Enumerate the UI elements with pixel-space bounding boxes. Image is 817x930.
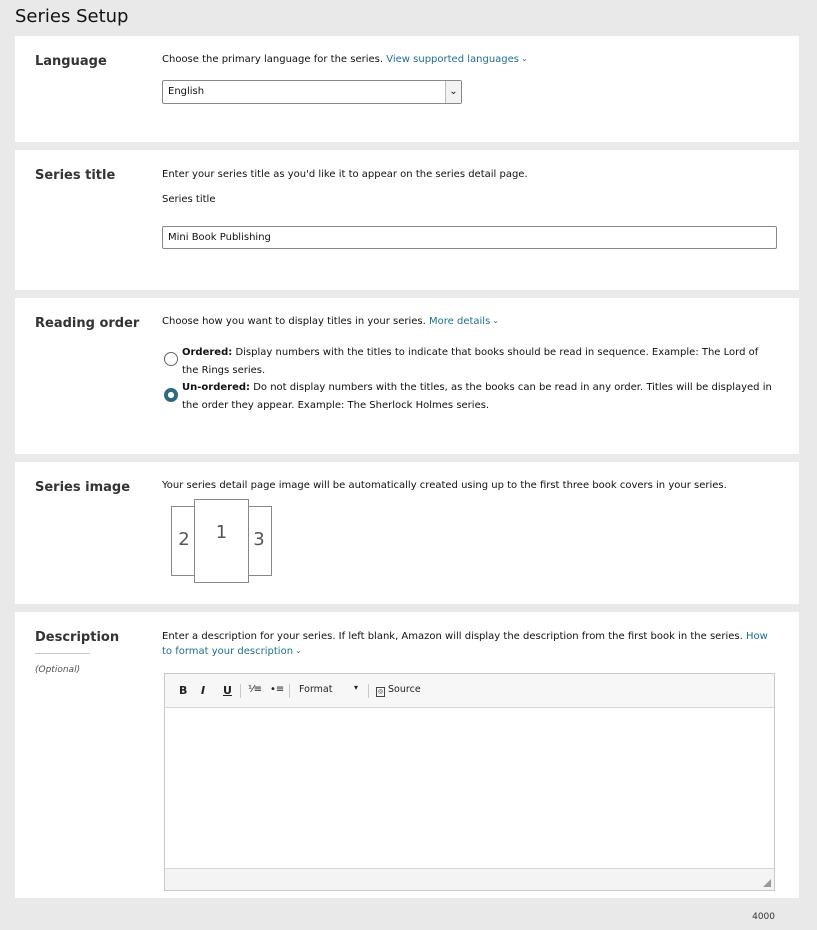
series-title-input[interactable] bbox=[162, 226, 777, 249]
reading-order-option-unordered[interactable] bbox=[162, 379, 777, 415]
series-image-body bbox=[162, 479, 777, 597]
series-title-label: Series title bbox=[35, 168, 116, 183]
description-label: Description bbox=[35, 630, 120, 645]
editor-toolbar bbox=[165, 674, 774, 708]
format-dropdown-label: Format bbox=[299, 684, 333, 695]
page-title: Series Setup bbox=[15, 6, 129, 27]
unordered-radio[interactable] bbox=[164, 388, 178, 402]
chevron-down-icon: ▾ bbox=[354, 683, 359, 692]
description-textarea[interactable] bbox=[165, 708, 774, 868]
format-description-text: How to format your description bbox=[162, 631, 768, 657]
view-supported-languages-text: View supported languages bbox=[386, 54, 519, 65]
toolbar-separator bbox=[289, 684, 290, 698]
reading-order-body bbox=[162, 314, 777, 444]
language-select[interactable] bbox=[162, 80, 462, 104]
language-selected-value: English bbox=[168, 86, 205, 97]
bold-button[interactable]: B bbox=[179, 684, 188, 697]
resize-handle-icon[interactable] bbox=[763, 879, 771, 887]
numbered-list-icon[interactable]: ⅟≡ bbox=[248, 684, 263, 695]
chevron-down-icon: ⌄ bbox=[492, 316, 499, 325]
chevron-down-icon: ⌄ bbox=[295, 646, 302, 655]
language-help: Choose the primary language for the series. bbox=[162, 54, 384, 65]
ordered-option-text: Display numbers with the titles to indicate that books should be read in sequence. Example: The Lord of the Rings series. bbox=[182, 347, 759, 376]
italic-button[interactable]: I bbox=[201, 684, 206, 697]
more-details-text: More details bbox=[429, 316, 491, 327]
description-editor bbox=[164, 673, 775, 891]
description-label-divider bbox=[35, 653, 90, 654]
toolbar-separator bbox=[240, 684, 241, 698]
view-supported-languages-link[interactable] bbox=[386, 54, 527, 65]
format-dropdown[interactable] bbox=[299, 684, 361, 695]
reading-order-option-ordered[interactable] bbox=[162, 344, 777, 380]
bullet-list-icon[interactable]: •≡ bbox=[270, 684, 285, 695]
series-title-card bbox=[15, 150, 799, 290]
chevron-down-icon: ⌄ bbox=[521, 54, 528, 63]
reading-order-label: Reading order bbox=[35, 316, 140, 331]
series-title-field-label: Series title bbox=[162, 194, 216, 205]
reading-order-help: Choose how you want to display titles in your series. bbox=[162, 316, 426, 327]
description-optional: (Optional) bbox=[35, 665, 81, 675]
source-label: Source bbox=[388, 684, 421, 695]
source-button[interactable] bbox=[376, 684, 421, 697]
series-title-help: Enter your series title as you'd like it to appear on the series detail page. bbox=[162, 169, 528, 180]
description-card bbox=[15, 612, 799, 922]
cover-placeholder-3: 3 bbox=[246, 506, 272, 576]
underline-button[interactable]: U bbox=[223, 684, 232, 697]
cover-placeholder-1: 1 bbox=[194, 499, 249, 583]
series-title-value: Mini Book Publishing bbox=[168, 232, 271, 243]
series-image-card bbox=[15, 462, 799, 604]
character-count: 4000 bbox=[752, 912, 775, 922]
series-title-body bbox=[162, 168, 777, 278]
ordered-radio[interactable] bbox=[164, 352, 178, 366]
description-body bbox=[162, 630, 777, 930]
cover-placeholder-2: 2 bbox=[171, 506, 197, 576]
ordered-option-title: Ordered: bbox=[182, 347, 233, 358]
description-help: Enter a description for your series. If left blank, Amazon will display the description from the first book in the series. bbox=[162, 631, 743, 642]
reading-order-card bbox=[15, 298, 799, 454]
editor-footer bbox=[165, 868, 774, 890]
series-image-label: Series image bbox=[35, 480, 131, 495]
toolbar-separator bbox=[368, 684, 369, 698]
language-card bbox=[15, 36, 799, 142]
language-body bbox=[162, 52, 777, 132]
unordered-option-text: Do not display numbers with the titles, as the books can be read in any order. Titles will be displayed in the order they appear. Example: The Sherlock Holmes series. bbox=[182, 382, 772, 411]
language-label: Language bbox=[35, 54, 107, 69]
more-details-link[interactable] bbox=[429, 316, 499, 327]
unordered-option-title: Un-ordered: bbox=[182, 382, 251, 393]
series-image-help: Your series detail page image will be automatically created using up to the first three book covers in your series. bbox=[162, 480, 727, 491]
source-icon: ◎ bbox=[377, 688, 384, 695]
chevron-down-icon: ⌄ bbox=[445, 81, 461, 103]
